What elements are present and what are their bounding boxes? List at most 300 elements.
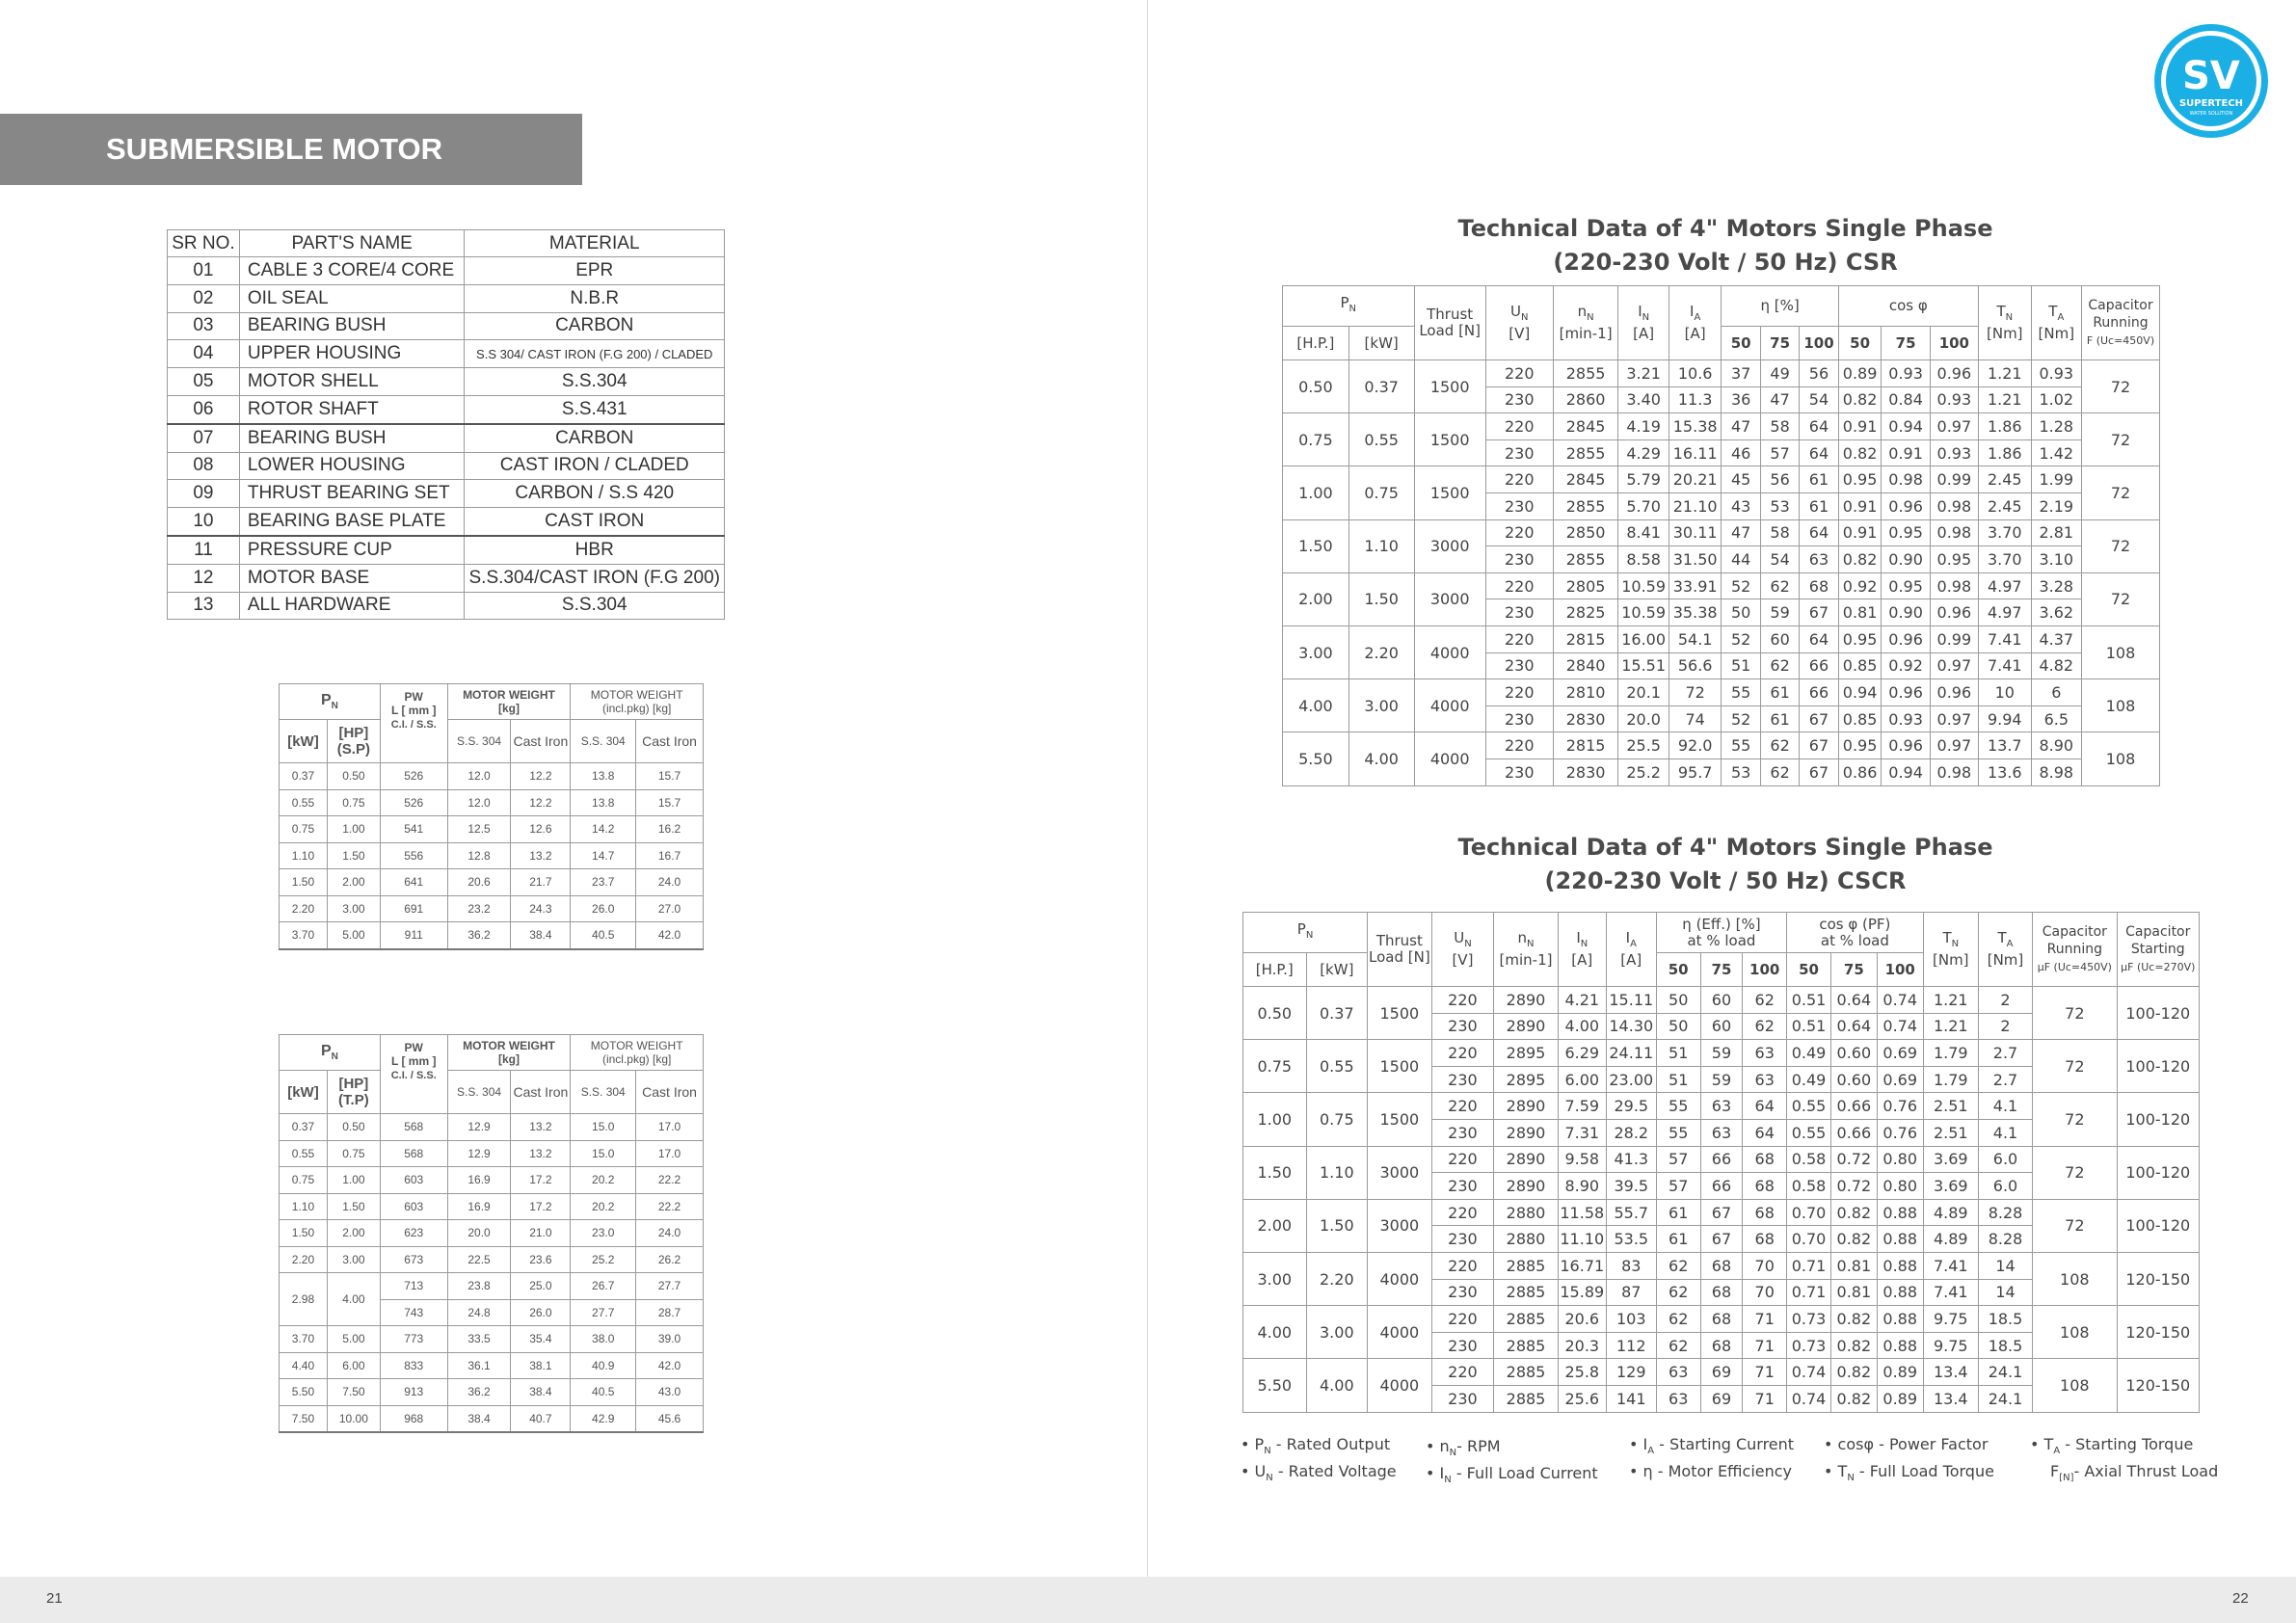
cos-75-cell: 0.93 bbox=[1882, 360, 1930, 387]
eta-75-cell: 66 bbox=[1700, 1146, 1743, 1173]
header-cast-iron: Cast Iron bbox=[511, 720, 571, 763]
ta-cell: 24.1 bbox=[1978, 1385, 2032, 1412]
footer-bar bbox=[0, 1577, 2296, 1623]
in-cell: 4.29 bbox=[1618, 439, 1669, 466]
csr-title bbox=[1282, 212, 2169, 279]
sr-no-cell: 06 bbox=[168, 395, 240, 423]
ss304-pkg-cell: 14.7 bbox=[571, 842, 636, 869]
un-cell: 220 bbox=[1431, 1359, 1494, 1386]
ia-cell: 54.1 bbox=[1669, 625, 1722, 652]
tech-row bbox=[1243, 1040, 2200, 1067]
hp-cell: 5.50 bbox=[1283, 732, 1349, 785]
capacitor-starting-cell: 100-120 bbox=[2117, 1093, 2199, 1146]
eta-100-cell: 68 bbox=[1743, 1199, 1787, 1226]
capacitor-running-cell: 72 bbox=[2033, 1093, 2117, 1146]
cast-iron-pkg-cell: 15.7 bbox=[636, 789, 704, 816]
tn-cell: 13.6 bbox=[1978, 758, 2031, 785]
header-motor-weight-pkg: MOTOR WEIGHT (incl.pkg) [kg] bbox=[571, 684, 704, 720]
cos-75-cell: 0.94 bbox=[1882, 413, 1930, 440]
capacitor-running-cell: 72 bbox=[2082, 360, 2160, 413]
tn-cell: 4.89 bbox=[1923, 1199, 1978, 1226]
header-cast-iron: Cast Iron bbox=[511, 1071, 571, 1114]
legend-item-in: • $I_N$ - Full Load Current bbox=[1426, 1464, 1598, 1486]
kw-cell: 5.50 bbox=[280, 1379, 328, 1406]
eta-75-cell: 58 bbox=[1760, 519, 1799, 546]
eta-100-cell: 54 bbox=[1800, 386, 1838, 413]
un-cell: 230 bbox=[1431, 1226, 1494, 1253]
ss304-cell: 36.1 bbox=[447, 1352, 511, 1379]
header-cos-phi: cos φ (PF) at % load bbox=[1787, 913, 1924, 953]
in-cell: 8.58 bbox=[1618, 546, 1669, 573]
un-cell: 230 bbox=[1485, 599, 1553, 626]
nn-cell: 2855 bbox=[1553, 492, 1618, 519]
tn-cell: 4.97 bbox=[1978, 572, 2031, 599]
cos-100-cell: 0.88 bbox=[1877, 1226, 1923, 1253]
nn-cell: 2850 bbox=[1553, 519, 1618, 546]
hp-cell: 7.50 bbox=[327, 1379, 380, 1406]
cos-50-cell: 0.71 bbox=[1787, 1252, 1831, 1279]
cast-iron-cell: 40.7 bbox=[511, 1405, 571, 1432]
eta-75-cell: 59 bbox=[1760, 599, 1799, 626]
cos-100-cell: 0.88 bbox=[1877, 1306, 1923, 1333]
cast-iron-pkg-cell: 27.7 bbox=[636, 1273, 704, 1300]
un-cell: 230 bbox=[1485, 439, 1553, 466]
eta-50-cell: 57 bbox=[1656, 1146, 1700, 1173]
un-cell: 230 bbox=[1485, 758, 1553, 785]
in-cell: 4.21 bbox=[1558, 987, 1606, 1014]
un-cell: 220 bbox=[1431, 1199, 1494, 1226]
eta-50-cell: 62 bbox=[1656, 1306, 1700, 1333]
cos-100-cell: 0.96 bbox=[1930, 679, 1978, 706]
parts-table bbox=[167, 229, 725, 620]
cos-75-cell: 0.82 bbox=[1830, 1199, 1877, 1226]
header-in: $I_N$ [A] bbox=[1618, 286, 1669, 360]
eta-100-cell: 64 bbox=[1743, 1093, 1787, 1120]
ia-cell: 112 bbox=[1606, 1332, 1656, 1359]
un-cell: 220 bbox=[1485, 519, 1553, 546]
ta-cell: 4.82 bbox=[2031, 652, 2081, 679]
parts-row bbox=[168, 424, 725, 452]
pw-cell: 641 bbox=[380, 869, 447, 896]
cos-100-cell: 0.99 bbox=[1930, 466, 1978, 493]
ia-cell: 15.38 bbox=[1669, 413, 1722, 440]
eta-75-cell: 68 bbox=[1700, 1306, 1743, 1333]
tn-cell: 2.51 bbox=[1923, 1093, 1978, 1120]
cast-iron-pkg-cell: 17.0 bbox=[636, 1140, 704, 1167]
parts-row bbox=[168, 395, 725, 423]
header-capacitor-running: Capacitor Running µF (Uc=450V) bbox=[2033, 913, 2117, 987]
tech-row bbox=[1283, 679, 2160, 706]
eta-75-cell: 60 bbox=[1760, 625, 1799, 652]
hp-cell: 3.00 bbox=[327, 1246, 380, 1273]
hp-cell: 5.50 bbox=[1243, 1359, 1307, 1412]
header-pn: $P_N$ bbox=[1243, 913, 1368, 953]
un-cell: 230 bbox=[1431, 1013, 1494, 1040]
tn-cell: 3.69 bbox=[1923, 1173, 1978, 1200]
capacitor-starting-cell: 100-120 bbox=[2117, 1199, 2199, 1252]
eta-50-cell: 55 bbox=[1656, 1119, 1700, 1146]
eta-75-cell: 69 bbox=[1700, 1385, 1743, 1412]
kw-cell: 0.55 bbox=[1306, 1040, 1367, 1093]
tn-cell: 2.45 bbox=[1978, 492, 2031, 519]
eta-75-cell: 60 bbox=[1700, 987, 1743, 1014]
un-cell: 230 bbox=[1431, 1332, 1494, 1359]
capacitor-running-cell: 108 bbox=[2082, 732, 2160, 785]
cast-iron-cell: 12.2 bbox=[511, 789, 571, 816]
cos-75-cell: 0.66 bbox=[1830, 1093, 1877, 1120]
eta-50-cell: 52 bbox=[1722, 572, 1760, 599]
un-cell: 220 bbox=[1431, 1306, 1494, 1333]
part-name-cell: BEARING BUSH bbox=[239, 312, 465, 340]
cast-iron-cell: 21.0 bbox=[511, 1220, 571, 1247]
kw-cell: 0.75 bbox=[280, 816, 328, 843]
nn-cell: 2885 bbox=[1494, 1252, 1559, 1279]
cos-100-cell: 0.96 bbox=[1930, 360, 1978, 387]
eta-50-cell: 62 bbox=[1656, 1252, 1700, 1279]
cos-50-cell: 0.70 bbox=[1787, 1226, 1831, 1253]
cast-iron-pkg-cell: 22.2 bbox=[636, 1193, 704, 1220]
tn-cell: 13.4 bbox=[1923, 1385, 1978, 1412]
ss304-pkg-cell: 23.7 bbox=[571, 869, 636, 896]
in-cell: 15.51 bbox=[1618, 652, 1669, 679]
ia-cell: 83 bbox=[1606, 1252, 1656, 1279]
thrust-load-cell: 3000 bbox=[1414, 519, 1485, 572]
thrust-load-cell: 3000 bbox=[1414, 572, 1485, 625]
ia-cell: 30.11 bbox=[1669, 519, 1722, 546]
col-part-name: PART'S NAME bbox=[239, 230, 465, 257]
eta-75-cell: 59 bbox=[1700, 1040, 1743, 1067]
eta-50-cell: 51 bbox=[1722, 652, 1760, 679]
weight-row bbox=[280, 1220, 704, 1247]
ss304-pkg-cell: 20.2 bbox=[571, 1167, 636, 1194]
material-cell: CARBON bbox=[465, 424, 725, 452]
logo-brand: SUPERTECH bbox=[2178, 98, 2244, 109]
ta-cell: 2.7 bbox=[1978, 1066, 2032, 1093]
parts-row bbox=[168, 257, 725, 285]
ia-cell: 23.00 bbox=[1606, 1066, 1656, 1093]
in-cell: 25.6 bbox=[1558, 1385, 1606, 1412]
kw-cell: 1.10 bbox=[1306, 1146, 1367, 1199]
eta-75-cell: 63 bbox=[1700, 1093, 1743, 1120]
col-sr-no: SR NO. bbox=[168, 230, 240, 257]
ta-cell: 3.10 bbox=[2031, 546, 2081, 573]
ia-cell: 72 bbox=[1669, 679, 1722, 706]
cos-75-cell: 0.98 bbox=[1882, 466, 1930, 493]
parts-row bbox=[168, 592, 725, 620]
ss304-cell: 22.5 bbox=[447, 1246, 511, 1273]
hp-cell: 6.00 bbox=[327, 1352, 380, 1379]
kw-cell: 3.00 bbox=[1306, 1306, 1367, 1359]
ia-cell: 41.3 bbox=[1606, 1146, 1656, 1173]
cscr-title bbox=[1282, 831, 2169, 898]
sr-no-cell: 13 bbox=[168, 592, 240, 620]
eta-75-cell: 54 bbox=[1760, 546, 1799, 573]
cast-iron-cell: 17.2 bbox=[511, 1193, 571, 1220]
cos-100-cell: 0.80 bbox=[1877, 1173, 1923, 1200]
ia-cell: 11.3 bbox=[1669, 386, 1722, 413]
thrust-load-cell: 1500 bbox=[1414, 466, 1485, 519]
capacitor-starting-cell: 120-150 bbox=[2117, 1306, 2199, 1359]
in-cell: 6.00 bbox=[1558, 1066, 1606, 1093]
ta-cell: 2 bbox=[1978, 1013, 2032, 1040]
parts-row bbox=[168, 536, 725, 564]
cast-iron-pkg-cell: 22.2 bbox=[636, 1167, 704, 1194]
un-cell: 230 bbox=[1485, 652, 1553, 679]
tn-cell: 7.41 bbox=[1978, 652, 2031, 679]
hp-cell: 0.75 bbox=[327, 1140, 380, 1167]
hp-cell: 1.00 bbox=[327, 816, 380, 843]
weight-row bbox=[280, 1167, 704, 1194]
eta-75-cell: 62 bbox=[1760, 732, 1799, 759]
kw-cell: 0.75 bbox=[1348, 466, 1414, 519]
cos-100-cell: 0.98 bbox=[1930, 572, 1978, 599]
ia-cell: 16.11 bbox=[1669, 439, 1722, 466]
ia-cell: 10.6 bbox=[1669, 360, 1722, 387]
cast-iron-cell: 13.2 bbox=[511, 842, 571, 869]
kw-cell: 0.75 bbox=[1306, 1093, 1367, 1146]
ta-cell: 6.5 bbox=[2031, 705, 2081, 732]
nn-cell: 2845 bbox=[1553, 466, 1618, 493]
header-nn: $n_N$ [min-1] bbox=[1494, 913, 1559, 987]
page-divider bbox=[1147, 0, 1148, 1577]
in-cell: 4.19 bbox=[1618, 413, 1669, 440]
eta-100-cell: 62 bbox=[1743, 1013, 1787, 1040]
header-cos-50: 50 bbox=[1787, 953, 1831, 987]
tech-row bbox=[1283, 572, 2160, 599]
header-eta-100: 100 bbox=[1800, 327, 1838, 360]
eta-100-cell: 67 bbox=[1800, 758, 1838, 785]
hp-cell: 1.50 bbox=[327, 842, 380, 869]
cos-100-cell: 0.69 bbox=[1877, 1066, 1923, 1093]
cos-100-cell: 0.69 bbox=[1877, 1040, 1923, 1067]
tn-cell: 1.21 bbox=[1978, 360, 2031, 387]
weight-row bbox=[280, 869, 704, 896]
capacitor-running-cell: 108 bbox=[2033, 1252, 2117, 1305]
in-cell: 25.2 bbox=[1618, 758, 1669, 785]
parts-row bbox=[168, 284, 725, 312]
ta-cell: 4.37 bbox=[2031, 625, 2081, 652]
nn-cell: 2855 bbox=[1553, 546, 1618, 573]
thrust-load-cell: 4000 bbox=[1414, 679, 1485, 732]
eta-75-cell: 61 bbox=[1760, 679, 1799, 706]
eta-75-cell: 59 bbox=[1700, 1066, 1743, 1093]
weight-row bbox=[280, 1352, 704, 1379]
sr-no-cell: 03 bbox=[168, 312, 240, 340]
eta-100-cell: 71 bbox=[1743, 1385, 1787, 1412]
cos-75-cell: 0.82 bbox=[1830, 1385, 1877, 1412]
eta-50-cell: 57 bbox=[1656, 1173, 1700, 1200]
weight-row bbox=[280, 895, 704, 922]
un-cell: 220 bbox=[1431, 1093, 1494, 1120]
ta-cell: 14 bbox=[1978, 1279, 2032, 1306]
ia-cell: 55.7 bbox=[1606, 1199, 1656, 1226]
cos-75-cell: 0.64 bbox=[1830, 1013, 1877, 1040]
in-cell: 9.58 bbox=[1558, 1146, 1606, 1173]
eta-75-cell: 67 bbox=[1700, 1199, 1743, 1226]
header-tn: $T_N$ [Nm] bbox=[1978, 286, 2031, 360]
cos-75-cell: 0.60 bbox=[1830, 1040, 1877, 1067]
header-hp: [HP] (S.P) bbox=[327, 720, 380, 763]
header-cos-75: 75 bbox=[1830, 953, 1877, 987]
sr-no-cell: 11 bbox=[168, 536, 240, 564]
hp-cell: 0.75 bbox=[1283, 413, 1349, 466]
legend-item-ia: • $I_A$ - Starting Current bbox=[1629, 1435, 1795, 1457]
capacitor-running-cell: 108 bbox=[2082, 679, 2160, 732]
eta-100-cell: 63 bbox=[1743, 1066, 1787, 1093]
tech-row bbox=[1243, 1093, 2200, 1120]
eta-50-cell: 61 bbox=[1656, 1199, 1700, 1226]
tn-cell: 1.86 bbox=[1978, 413, 2031, 440]
cos-75-cell: 0.94 bbox=[1882, 758, 1930, 785]
cos-50-cell: 0.91 bbox=[1838, 519, 1882, 546]
header-ss304: S.S. 304 bbox=[447, 720, 511, 763]
parts-row bbox=[168, 312, 725, 340]
kw-cell: 0.37 bbox=[280, 763, 328, 790]
weight-row bbox=[280, 1273, 704, 1300]
kw-cell: 2.98 bbox=[280, 1273, 328, 1326]
eta-75-cell: 68 bbox=[1700, 1252, 1743, 1279]
hp-cell: 2.00 bbox=[327, 869, 380, 896]
weight-row bbox=[280, 1114, 704, 1141]
eta-75-cell: 61 bbox=[1760, 705, 1799, 732]
ta-cell: 3.28 bbox=[2031, 572, 2081, 599]
in-cell: 4.00 bbox=[1558, 1013, 1606, 1040]
in-cell: 25.5 bbox=[1618, 732, 1669, 759]
legend-item-pn: • $P_N$ - Rated Output bbox=[1241, 1435, 1391, 1457]
parts-row bbox=[168, 564, 725, 592]
cos-50-cell: 0.49 bbox=[1787, 1040, 1831, 1067]
kw-cell: 1.50 bbox=[280, 1220, 328, 1247]
weight-row bbox=[280, 1379, 704, 1406]
legend-item-ta: • $T_A$ - Starting Torque bbox=[2030, 1435, 2194, 1457]
ia-cell: 39.5 bbox=[1606, 1173, 1656, 1200]
cos-50-cell: 0.73 bbox=[1787, 1332, 1831, 1359]
cast-iron-pkg-cell: 24.0 bbox=[636, 1220, 704, 1247]
hp-cell: 3.00 bbox=[327, 895, 380, 922]
ta-cell: 14 bbox=[1978, 1252, 2032, 1279]
un-cell: 220 bbox=[1485, 466, 1553, 493]
hp-cell: 2.00 bbox=[1283, 572, 1349, 625]
eta-100-cell: 70 bbox=[1743, 1279, 1787, 1306]
un-cell: 230 bbox=[1431, 1279, 1494, 1306]
ss304-cell: 20.6 bbox=[447, 869, 511, 896]
material-cell: S.S.304 bbox=[465, 368, 725, 396]
ss304-cell: 12.0 bbox=[447, 789, 511, 816]
logo-tagline: WATER SOLUTION bbox=[2189, 111, 2233, 117]
capacitor-running-cell: 108 bbox=[2033, 1359, 2117, 1412]
header-eta-50: 50 bbox=[1656, 953, 1700, 987]
header-capacitor-running: Capacitor Running F (Uc=450V) bbox=[2082, 286, 2160, 360]
hp-cell: 1.50 bbox=[327, 1193, 380, 1220]
eta-50-cell: 53 bbox=[1722, 758, 1760, 785]
in-cell: 16.71 bbox=[1558, 1252, 1606, 1279]
eta-100-cell: 61 bbox=[1800, 492, 1838, 519]
ss304-cell: 38.4 bbox=[447, 1405, 511, 1432]
nn-cell: 2880 bbox=[1494, 1226, 1559, 1253]
ss304-cell: 20.0 bbox=[447, 1220, 511, 1247]
pw-cell: 691 bbox=[380, 895, 447, 922]
cos-100-cell: 0.74 bbox=[1877, 987, 1923, 1014]
ta-cell: 4.1 bbox=[1978, 1119, 2032, 1146]
cos-50-cell: 0.85 bbox=[1838, 652, 1882, 679]
hp-cell: 4.00 bbox=[1283, 679, 1349, 732]
cast-iron-cell: 25.0 bbox=[511, 1273, 571, 1300]
ta-cell: 8.28 bbox=[1978, 1199, 2032, 1226]
section-banner bbox=[0, 114, 582, 185]
cos-100-cell: 0.97 bbox=[1930, 652, 1978, 679]
sr-no-cell: 12 bbox=[168, 564, 240, 592]
cos-100-cell: 0.88 bbox=[1877, 1199, 1923, 1226]
thrust-load-cell: 1500 bbox=[1368, 1040, 1432, 1093]
ss304-cell: 16.9 bbox=[447, 1167, 511, 1194]
tech-row bbox=[1243, 1359, 2200, 1386]
pw-cell: 673 bbox=[380, 1246, 447, 1273]
tech-row bbox=[1243, 1199, 2200, 1226]
part-name-cell: OIL SEAL bbox=[239, 284, 465, 312]
header-cast-iron-pkg: Cast Iron bbox=[636, 1071, 704, 1114]
motor-weight-table-tp bbox=[279, 1034, 704, 1433]
weight-row bbox=[280, 1140, 704, 1167]
in-cell: 25.8 bbox=[1558, 1359, 1606, 1386]
cast-iron-pkg-cell: 45.6 bbox=[636, 1405, 704, 1432]
cos-75-cell: 0.84 bbox=[1882, 386, 1930, 413]
material-cell: HBR bbox=[465, 536, 725, 564]
cos-100-cell: 0.99 bbox=[1930, 625, 1978, 652]
hp-cell: 0.50 bbox=[327, 1114, 380, 1141]
ss304-pkg-cell: 13.8 bbox=[571, 763, 636, 790]
eta-75-cell: 49 bbox=[1760, 360, 1799, 387]
un-cell: 220 bbox=[1431, 1146, 1494, 1173]
kw-cell: 0.37 bbox=[280, 1114, 328, 1141]
cos-75-cell: 0.82 bbox=[1830, 1306, 1877, 1333]
header-cos-100: 100 bbox=[1877, 953, 1923, 987]
cast-iron-cell: 38.4 bbox=[511, 922, 571, 949]
material-cell: S.S 304/ CAST IRON (F.G 200) / CLADED bbox=[465, 340, 725, 368]
kw-cell: 0.75 bbox=[280, 1167, 328, 1194]
in-cell: 3.40 bbox=[1618, 386, 1669, 413]
hp-cell: 1.50 bbox=[1243, 1146, 1307, 1199]
cast-iron-cell: 12.6 bbox=[511, 816, 571, 843]
header-eta-50: 50 bbox=[1722, 327, 1760, 360]
in-cell: 11.10 bbox=[1558, 1226, 1606, 1253]
tn-cell: 3.70 bbox=[1978, 546, 2031, 573]
hp-cell: 0.50 bbox=[1243, 987, 1307, 1040]
tn-cell: 3.69 bbox=[1923, 1146, 1978, 1173]
cos-100-cell: 0.96 bbox=[1930, 599, 1978, 626]
hp-cell: 0.75 bbox=[327, 789, 380, 816]
tn-cell: 1.21 bbox=[1923, 987, 1978, 1014]
cos-100-cell: 0.89 bbox=[1877, 1385, 1923, 1412]
eta-75-cell: 58 bbox=[1760, 413, 1799, 440]
part-name-cell: CABLE 3 CORE/4 CORE bbox=[239, 257, 465, 285]
capacitor-starting-cell: 100-120 bbox=[2117, 1040, 2199, 1093]
cos-75-cell: 0.90 bbox=[1882, 599, 1930, 626]
cos-50-cell: 0.73 bbox=[1787, 1306, 1831, 1333]
cos-50-cell: 0.74 bbox=[1787, 1385, 1831, 1412]
cos-75-cell: 0.96 bbox=[1882, 625, 1930, 652]
header-pw: PW L [ mm ] C.I. / S.S. bbox=[380, 684, 447, 763]
un-cell: 230 bbox=[1485, 492, 1553, 519]
sr-no-cell: 01 bbox=[168, 257, 240, 285]
eta-50-cell: 62 bbox=[1656, 1279, 1700, 1306]
tn-cell: 4.89 bbox=[1923, 1226, 1978, 1253]
tech-row bbox=[1283, 625, 2160, 652]
material-cell: CARBON / S.S 420 bbox=[465, 480, 725, 508]
tn-cell: 1.21 bbox=[1978, 386, 2031, 413]
cos-50-cell: 0.86 bbox=[1838, 758, 1882, 785]
cos-100-cell: 0.89 bbox=[1877, 1359, 1923, 1386]
eta-50-cell: 46 bbox=[1722, 439, 1760, 466]
